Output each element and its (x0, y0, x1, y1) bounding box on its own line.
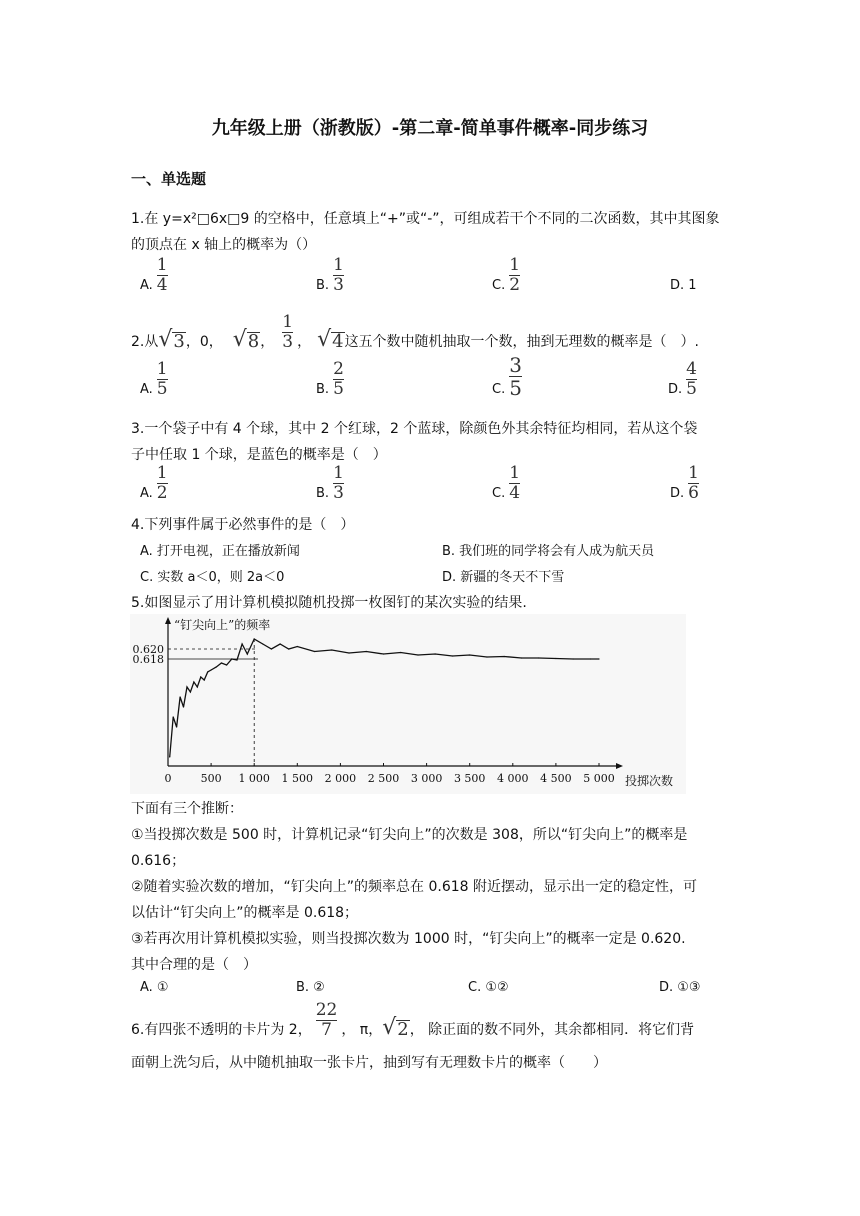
q5-line-6: 其中合理的是（ ） (131, 957, 257, 973)
fraction: $\frac{22}{7}$ (315, 1000, 338, 1040)
data-point (254, 638, 255, 639)
chart-background (130, 614, 686, 794)
data-point (242, 643, 243, 644)
x-tick-label: 3 000 (410, 772, 443, 785)
data-point (486, 656, 487, 657)
q1-option-c[interactable]: C. $\frac{1}{2}$ (492, 255, 521, 295)
data-point (262, 643, 263, 644)
data-point (186, 686, 187, 687)
data-point (271, 648, 272, 649)
page-title: 九年级上册（浙教版）-第二章-简单事件概率-同步练习 (211, 118, 649, 139)
frequency-chart (130, 614, 686, 794)
q4-option-d[interactable]: D. 新疆的冬天不下雪 (442, 570, 565, 585)
q4-option-c[interactable]: C. 实数 a＜0，则 2a＜0 (140, 570, 285, 585)
data-point (211, 669, 212, 670)
data-point (207, 671, 208, 672)
q3-stem-line2: 子中任取 1 个球，是蓝色的概率是（ ） (131, 447, 387, 463)
sqrt-expression: √ 8 (232, 327, 260, 352)
q5-option-d[interactable]: D. ①③ (659, 980, 701, 995)
sqrt-expression: √ 2 (382, 1015, 409, 1040)
fraction: $\frac{1}{3}$ (333, 463, 344, 503)
data-point (288, 648, 289, 649)
data-point (221, 662, 222, 663)
data-point (179, 696, 180, 697)
x-tick-label: 4 500 (540, 772, 572, 785)
data-point (247, 653, 248, 654)
data-point (279, 643, 280, 644)
chart-x-axis-label: 投掷次数 (625, 774, 674, 788)
q5-option-c[interactable]: C. ①② (468, 980, 509, 995)
fraction: $\frac{1}{4}$ (509, 463, 521, 503)
data-point (190, 691, 191, 692)
data-point (598, 658, 599, 659)
fraction: $\frac{3}{5}$ (509, 353, 522, 400)
q5-stem: 5.如图显示了用计算机模拟随机投掷一枚图钉的某次实验的结果. (131, 595, 527, 611)
q5-line-4: 以估计“钉尖向上”的概率是 0.618； (131, 905, 359, 921)
data-point (331, 649, 332, 650)
fraction: $\frac{4}{5}$ (686, 359, 697, 399)
sqrt-expression: √ 4 (317, 327, 344, 352)
section-heading: 一、单选题 (131, 170, 207, 188)
q5-option-a[interactable]: A. ① (140, 980, 169, 995)
q2-option-d[interactable]: D. $\frac{4}{5}$ (668, 359, 697, 399)
data-point (555, 658, 556, 659)
data-point (366, 651, 367, 652)
data-point (193, 681, 194, 682)
data-point (538, 657, 539, 658)
data-point (504, 656, 505, 657)
data-point (590, 658, 591, 659)
data-point (173, 716, 174, 717)
q1-stem-line2: 的顶点在 x 轴上的概率为（） (131, 237, 317, 253)
data-point (383, 653, 384, 654)
fraction: $\frac{1}{2}$ (156, 463, 168, 503)
x-tick-label: 1 000 (238, 772, 270, 785)
q2-options (140, 353, 710, 400)
fraction: $\frac{1}{5}$ (156, 359, 168, 399)
data-point (236, 659, 237, 660)
q1-stem-line1: 1.在 y=x²□6x□9 的空格中，任意填上“+”或“-”，可组成若干个不同的二次函数，其中其图象 (131, 211, 720, 227)
fraction: $\frac{1}{4}$ (156, 255, 168, 295)
q3-option-b[interactable]: B. $\frac{1}{3}$ (316, 463, 344, 503)
fraction: $\frac{2}{5}$ (333, 359, 344, 399)
y-tick-label: 0.618 (132, 653, 164, 666)
data-point (200, 676, 201, 677)
fraction: $\frac{1}{3}$ (333, 255, 344, 295)
sqrt-expression: √ 3 (158, 327, 185, 352)
x-tick-label: 2 000 (324, 772, 357, 785)
q5-line-1: ①当投掷次数是 500 时，计算机记录“钉尖向上”的次数是 308，所以“钉尖向上”的概率是 (131, 827, 688, 843)
data-point (521, 657, 522, 658)
x-tick-label: 2 500 (367, 772, 400, 785)
x-tick-label: 1 500 (281, 772, 314, 785)
data-point (176, 726, 177, 727)
q4-option-a[interactable]: A. 打开电视，正在播放新闻 (140, 544, 300, 559)
q2-option-b[interactable]: B. $\frac{2}{5}$ (316, 359, 344, 399)
data-point (183, 706, 184, 707)
data-point (297, 646, 298, 647)
x-tick-label: 3 500 (453, 772, 486, 785)
data-point (169, 756, 170, 757)
q5-line-0: 下面有三个推断： (131, 801, 243, 817)
x-tick-label: 0 (164, 772, 172, 785)
q2-option-c[interactable]: C. $\frac{3}{5}$ (492, 353, 522, 400)
q3-option-d[interactable]: D. $\frac{1}{6}$ (670, 463, 699, 503)
q1-option-b[interactable]: B. $\frac{1}{3}$ (316, 255, 344, 295)
data-point (204, 679, 205, 680)
q6-stem-line2: 面朝上洗匀后，从中随机抽取一张卡片，抽到写有无理数卡片的概率（ ） (131, 1055, 607, 1071)
q6-stem-line1: 6.有四张不透明的卡片为 2， $\frac{22}{7}$ ， π， √ 2 ， 除正面的数不同外，其余都相同．将它们背 (131, 1000, 695, 1040)
q1-options (140, 255, 710, 295)
q4-stem: 4.下列事件属于必然事件的是（ ） (131, 517, 355, 533)
q5-line-3: ②随着实验次数的增加，“钉尖向上”的频率总在 0.618 附近摆动，显示出一定的稳定性，可 (131, 879, 698, 895)
chart-title: “钉尖向上”的频率 (174, 618, 271, 632)
fraction: $\frac{1}{2}$ (509, 255, 521, 295)
data-point (314, 651, 315, 652)
q5-line-2: 0.616； (131, 853, 186, 869)
x-tick-label: 5 000 (583, 772, 615, 785)
data-point (400, 652, 401, 653)
x-tick-label: 4 000 (497, 772, 529, 785)
data-point (469, 654, 470, 655)
data-point (226, 664, 227, 665)
q1-option-a[interactable]: A. $\frac{1}{4}$ (140, 255, 168, 295)
q5-option-b[interactable]: B. ② (296, 980, 325, 995)
q1-option-d[interactable]: D. 1 (670, 278, 697, 293)
q5-line-5: ③若再次用计算机模拟实验，则当投掷次数为 1000 时，“钉尖向上”的概率一定是 0.620. (131, 931, 686, 947)
data-point (573, 658, 574, 659)
q3-option-a[interactable]: A. $\frac{1}{2}$ (140, 463, 168, 503)
fraction: $\frac{1}{6}$ (688, 463, 699, 503)
fraction: $\frac{1}{3}$ (282, 312, 294, 352)
q2-option-a[interactable]: A. $\frac{1}{5}$ (140, 359, 168, 399)
data-point (452, 655, 453, 656)
data-point (435, 653, 436, 654)
data-point (216, 666, 217, 667)
data-point (197, 686, 198, 687)
data-point (231, 658, 232, 659)
y-tick-label: 0.620 (132, 643, 164, 656)
data-point (417, 654, 418, 655)
x-tick-label: 500 (200, 772, 222, 785)
q4-option-b[interactable]: B. 我们班的同学将会有人成为航天员 (442, 544, 655, 559)
data-point (348, 652, 349, 653)
q3-options (140, 463, 710, 503)
q3-option-c[interactable]: C. $\frac{1}{4}$ (492, 463, 521, 503)
q2-stem: 2.从 √ 3 ，0， √ 8 ， $\frac{1}{3}$ ， √ 4 这五个数中随机抽取一个数，抽到无理数的概率是（ ）. (131, 312, 700, 352)
q3-stem-line1: 3.一个袋子中有 4 个球，其中 2 个红球，2 个蓝球，除颜色外其余特征均相同，若从这个袋 (131, 421, 698, 437)
